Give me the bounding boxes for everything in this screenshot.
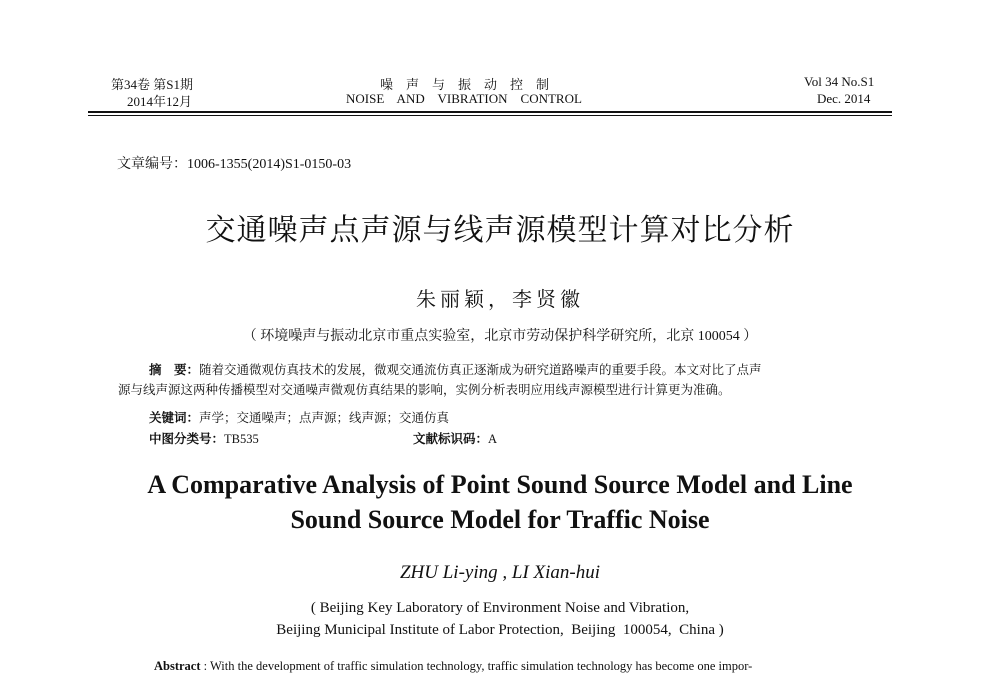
clc-value: TB535 <box>224 432 259 446</box>
affiliation-en-line1: ( Beijing Key Laboratory of Environment Noise and Vibration, <box>310 600 690 616</box>
document-code-label: 文献标识码： <box>413 432 489 446</box>
clc-number <box>149 429 259 447</box>
abstract-en-text: : With the development of traffic simulation technology, traffic simulation technology has become one impor- <box>200 659 753 673</box>
abstract-cn-text-1: 随着交通微观仿真技术的发展，微观交通流仿真正逐渐成为研究道路噪声的重要手段。本文对比了点声 <box>199 363 762 377</box>
abstract-cn-line2: 源与线声源这两种传播模型对交通噪声微观仿真结果的影响，实例分析表明应用线声源模型进行计算更为准确。 <box>118 383 731 397</box>
title-cn: 交通噪声点声源与线声源模型计算对比分析 <box>205 213 795 248</box>
abstract-en-label: Abstract <box>154 659 201 673</box>
document-code <box>413 429 497 447</box>
clc-label: 中图分类号： <box>149 432 225 446</box>
header-volume-issue: 第34卷 第S1期 <box>111 77 193 92</box>
abstract-cn-label: 摘 要： <box>149 363 200 377</box>
keywords-label: 关键词： <box>149 411 200 425</box>
header-date-en: Dec. 2014 <box>817 91 871 106</box>
affiliation-cn: （ 环境噪声与振动北京市重点实验室，北京市劳动保护科学研究所，北京 100054 ） <box>242 329 758 344</box>
authors-cn: 朱丽颖，李贤徽 <box>416 289 584 311</box>
document-code-value: A <box>488 432 498 446</box>
article-number: 文章编号：1006-1355(2014)S1-0150-03 <box>117 157 352 172</box>
affiliation-en-line2: Beijing Municipal Institute of Labor Protection, Beijing 100054, China ) <box>276 622 724 638</box>
title-en-line1: A Comparative Analysis of Point Sound Source Model and Line <box>147 470 853 499</box>
title-en-line2: Sound Source Model for Traffic Noise <box>290 505 710 534</box>
header-rule-thin <box>88 115 892 116</box>
abstract-cn-line1 <box>149 360 762 378</box>
header-rule-thick <box>88 111 892 113</box>
header-vol-no: Vol 34 No.S1 <box>804 74 875 89</box>
journal-name-en: NOISE AND VIBRATION CONTROL <box>346 91 582 106</box>
header-date-cn: 2014年12月 <box>127 94 193 109</box>
keywords-text: 声学；交通噪声；点声源；线声源；交通仿真 <box>199 411 450 425</box>
abstract-en <box>154 659 752 674</box>
keywords-cn <box>149 408 449 426</box>
authors-en: ZHU Li-ying , LI Xian-hui <box>399 562 601 583</box>
journal-name-cn: 噪 声 与 振 动 控 制 <box>380 77 550 92</box>
